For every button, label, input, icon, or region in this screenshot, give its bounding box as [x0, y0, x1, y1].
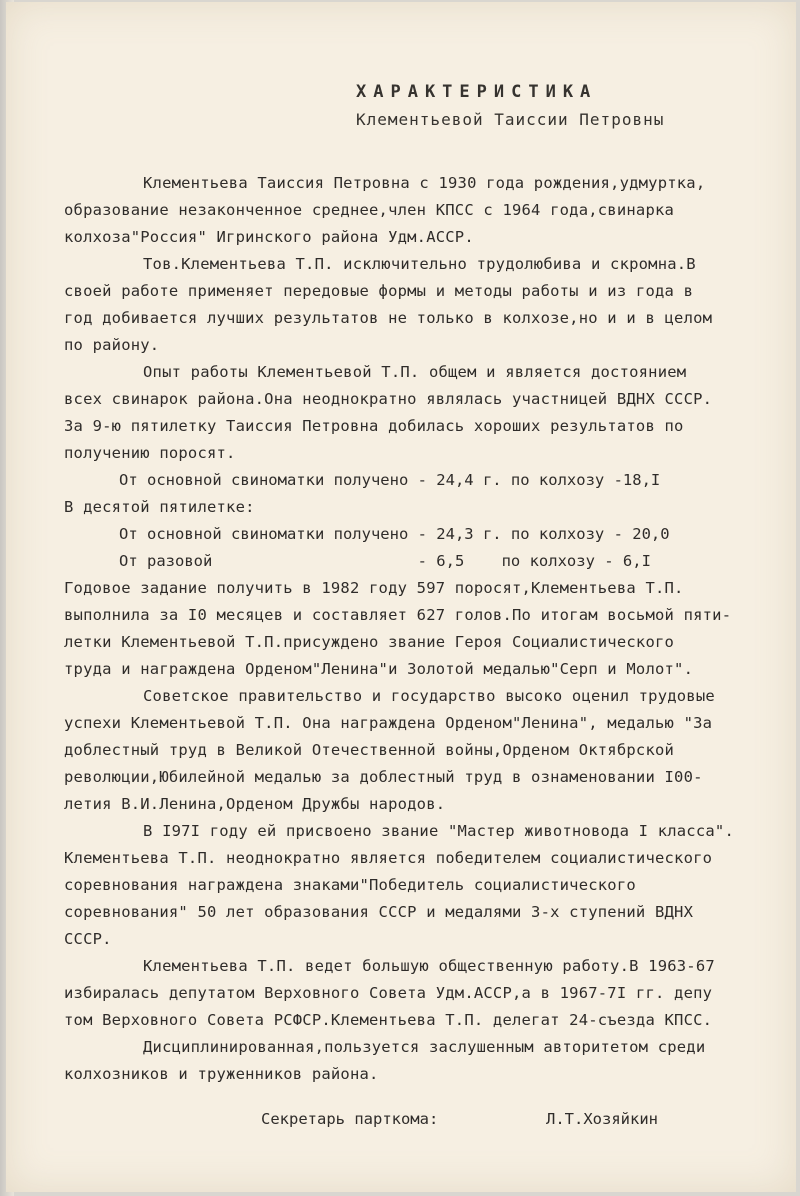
text-line: доблестный труд в Великой Отечественной войны,Орденом Октябрской — [64, 741, 675, 759]
text-line: избиралась депутатом Верховного Совета Удм.АССР,а в 1967-7I гг. депу — [64, 984, 713, 1002]
text-line: От основной свиноматки получено - 24,4 г. по колхозу -18,I — [119, 471, 661, 489]
text-line: летия В.И.Ленина,Орденом Дружбы народов. — [64, 795, 446, 813]
text-line: по району. — [64, 336, 160, 354]
text-line: своей работе применяет передовые формы и методы работы и из года в — [64, 282, 694, 300]
text-line: революции,Юбилейной медалью за доблестный труд в ознаменовании I00- — [64, 768, 703, 786]
document-title: ХАРАКТЕРИСТИКА — [356, 82, 598, 102]
text-line: получению поросят. — [64, 444, 236, 462]
text-line: Клементьева Т.П. неоднократно является победителем социалистического — [64, 849, 713, 867]
text-line: В десятой пятилетке: — [64, 498, 255, 516]
text-line: Годовое задание получить в 1982 году 597 поросят,Клементьева Т.П. — [64, 579, 684, 597]
text-line: том Верховного Совета РСФСР.Клементьева Т.П. делегат 24-съезда КПСС. — [64, 1011, 713, 1029]
signature-name: Л.Т.Хозяйкин — [546, 1110, 658, 1128]
document-subtitle: Клементьевой Таиссии Петровны — [356, 110, 665, 129]
text-line: Опыт работы Клементьевой Т.П. общем и является достоянием — [143, 363, 687, 381]
text-line: летки Клементьевой Т.П.присуждено звание Героя Социалистического — [64, 633, 675, 651]
text-line: Клементьева Т.П. ведет большую общественную работу.В 1963-67 — [143, 957, 715, 975]
text-line: Советское правительство и государство высоко оценил трудовые — [143, 687, 715, 705]
signature-role: Секретарь парткома: — [261, 1110, 439, 1128]
text-line: образование незаконченное среднее,член КПСС с 1964 года,свинарка — [64, 201, 675, 219]
text-line: Дисциплинированная,пользуется заслушенным авторитетом среди — [143, 1038, 706, 1056]
text-line: соревнования" 50 лет образования СССР и медалями 3-х ступений ВДНХ — [64, 903, 694, 921]
text-line: Тов.Клементьева Т.П. исключительно трудолюбива и скромна.В — [143, 255, 696, 273]
text-line: колхоза"Россия" Игринского района Удм.АССР. — [64, 228, 474, 246]
text-line: колхозников и труженников района. — [64, 1065, 379, 1083]
text-line: успехи Клементьевой Т.П. Она награждена Орденом"Ленина", медалью "За — [64, 714, 713, 732]
text-line: всех свинарок района.Она неоднократно являлась участницей ВДНХ СССР. — [64, 390, 713, 408]
text-line: год добивается лучших результатов не только в колхозе,но и и в целом — [64, 309, 713, 327]
document-sheet — [6, 2, 796, 1192]
text-line: За 9-ю пятилетку Таиссия Петровна добилась хороших результатов по — [64, 417, 684, 435]
text-line: Клементьева Таиссия Петровна с 1930 года рождения,удмуртка, — [143, 174, 706, 192]
text-line: От основной свиноматки получено - 24,3 г. по колхозу - 20,0 — [119, 525, 670, 543]
text-line: выполнила за I0 месяцев и составляет 627 голов.По итогам восьмой пяти- — [64, 606, 732, 624]
text-line: В I97I году ей присвоено звание "Мастер животновода I класса". — [143, 822, 734, 840]
text-line: соревнования награждена знаками"Победитель социалистического — [64, 876, 636, 894]
text-line: труда и награждена Орденом"Ленина"и Золотой медалью"Серп и Молот". — [64, 660, 694, 678]
text-line: От разовой - 6,5 по колхозу - 6,I — [119, 552, 651, 570]
text-line: СССР. — [64, 930, 112, 948]
